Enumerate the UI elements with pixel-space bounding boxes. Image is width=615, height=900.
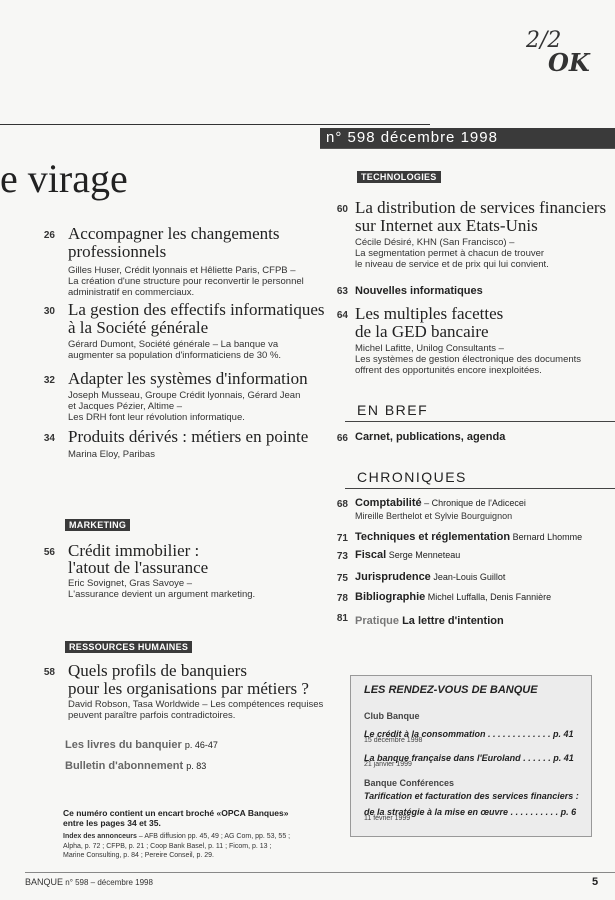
chronique-title: Bibliographie <box>355 591 426 603</box>
article-desc: L'assurance devient un argument marketing. <box>68 589 256 600</box>
rdv-item-label: de la stratégie à la mise en œuvre <box>364 807 509 817</box>
livres-pages: p. 46-47 <box>184 740 218 750</box>
chronique-number: 73 <box>336 551 348 562</box>
rdv-item-page: p. 41 <box>550 729 574 739</box>
rdv-item-label: La banque française dans l'Euroland <box>364 753 521 763</box>
article-desc: Les DRH font leur révolution informatique. <box>68 412 245 423</box>
article-authors: Marina Eloy, Paribas <box>68 449 155 460</box>
article-title: professionnels <box>68 242 167 261</box>
index-line: Alpha, p. 72 ; CFPB, p. 21 ; Coop Bank Basel, p. 11 ; Ficom, p. 13 ; <box>63 842 272 850</box>
article-authors: Cécile Désiré, KHN (San Francisco) – <box>355 237 515 248</box>
footer-left <box>25 877 153 887</box>
chronique-extra: Jean-Louis Guillot <box>430 572 506 582</box>
index-line: Marine Consulting, p. 84 ; Pereire Conseil, p. 29. <box>63 852 214 859</box>
chronique-extra: La lettre d'intention <box>399 615 504 627</box>
article-authors: Michel Lafitte, Unilog Consultants – <box>355 343 504 354</box>
article-title: Quels profils de banquiers <box>68 661 247 680</box>
rdv-club: Club Banque <box>364 711 420 721</box>
chronique-title: Techniques et réglementation <box>355 531 511 543</box>
article-title: pour les organisations par métiers ? <box>68 679 309 698</box>
article-desc: et Jacques Pézier, Altime – <box>68 401 183 412</box>
article-title: sur Internet aux Etats-Unis <box>355 216 538 235</box>
handwritten-fraction: 2/2 <box>526 28 562 53</box>
handwritten-ok: OK <box>548 48 590 77</box>
article-desc: La segmentation permet à chacun de trouver <box>355 248 545 259</box>
rdv-item-page: p. 41 <box>550 753 574 763</box>
article-authors: Gérard Dumont, Société générale – La banque va <box>68 339 279 350</box>
rdv-item-label: Tarification et facturation des services financiers : <box>364 791 579 801</box>
section-heading-chroniques: CHRONIQUES <box>357 469 467 485</box>
chronique-item <box>355 571 505 583</box>
chronique-item <box>355 591 551 603</box>
footer-issue: n° 598 – décembre 1998 <box>63 878 153 887</box>
rdv-date: 11 février 1999 <box>364 815 411 822</box>
section-tag-marketing: MARKETING <box>65 519 130 531</box>
chronique-number: 68 <box>336 499 348 510</box>
rdv-item-dots: . . . . . . <box>520 753 551 763</box>
chronique-sub: Mireille Berthelot et Sylvie Bourguignon <box>355 511 513 521</box>
chronique-item <box>355 497 526 509</box>
page-title: e virage <box>0 156 128 201</box>
encart-note <box>63 808 288 828</box>
article-title: La gestion des effectifs informatiques <box>68 300 325 319</box>
article-authors: Joseph Musseau, Groupe Crédit lyonnais, Gérard Jean <box>68 390 301 401</box>
issue-banner: n° 598 décembre 1998 <box>320 128 615 148</box>
section-rule <box>345 421 615 422</box>
article-desc: Les systèmes de gestion électronique des documents <box>355 354 582 365</box>
article-desc: administratif en commerciaux. <box>68 287 195 298</box>
chronique-title: Jurisprudence <box>355 571 431 583</box>
rdv-item-label: Le crédit à la consommation <box>364 729 486 739</box>
article-number: 30 <box>43 306 55 317</box>
rdv-title: LES RENDEZ-VOUS DE BANQUE <box>364 684 538 696</box>
article-number: 34 <box>43 433 55 444</box>
index-line: – AFB diffusion pp. 45, 49 ; AG Com, pp. 53, 55 ; <box>136 833 291 840</box>
article-number: 60 <box>336 204 348 215</box>
article-number: 58 <box>43 667 55 678</box>
chronique-number: 71 <box>336 533 348 544</box>
bulletin-pages: p. 83 <box>186 761 207 771</box>
article-title: de la GED bancaire <box>355 322 489 341</box>
issue-rule <box>320 148 615 149</box>
rdv-conferences: Banque Conférences <box>364 778 455 788</box>
footer-brand: BANQUE <box>25 877 64 887</box>
article-desc: le niveau de service et de prix qui lui convient. <box>355 259 549 270</box>
chronique-extra: Serge Menneteau <box>386 550 461 560</box>
rdv-item-page: p. 6 <box>558 807 577 817</box>
chronique-extra: Bernard Lhomme <box>510 532 583 542</box>
footer-rule <box>25 872 615 873</box>
article-authors: Eric Sovignet, Gras Savoye – <box>68 578 193 589</box>
article-desc: peuvent paraître parfois contradictoires. <box>68 710 236 721</box>
index-label: Index des annonceurs <box>63 833 137 840</box>
chronique-number: 81 <box>336 613 348 624</box>
chronique-extra: Michel Luffalla, Denis Fannière <box>425 592 552 602</box>
rdv-item-dots: . . . . . . . . . . . . . <box>485 729 551 739</box>
article-number: 63 <box>336 286 348 297</box>
article-title: Les multiples facettes <box>355 304 504 323</box>
rdv-date: 15 décembre 1998 <box>364 737 423 744</box>
article-title: Crédit immobilier : <box>68 541 200 560</box>
page-number: 5 <box>592 876 599 888</box>
section-tag-rh: RESSOURCES HUMAINES <box>65 641 192 653</box>
chronique-number: 78 <box>336 593 348 604</box>
article-authors: Gilles Huser, Crédit lyonnais et Hêliette Paris, CFPB – <box>68 265 296 276</box>
article-title: Adapter les systèmes d'information <box>68 369 308 388</box>
article-authors: David Robson, Tasa Worldwide – Les compétences requises <box>68 699 324 710</box>
bulletin-label: Bulletin d'abonnement <box>65 760 184 772</box>
encart-line: entre les pages 34 et 35. <box>63 818 161 828</box>
chronique-title: Pratique <box>355 615 400 627</box>
article-title: Carnet, publications, agenda <box>355 431 506 443</box>
chronique-item <box>355 611 504 629</box>
article-number: 32 <box>43 375 55 386</box>
article-number: 64 <box>336 310 348 321</box>
chronique-title: Comptabilité <box>355 497 422 509</box>
article-desc: offrent des opportunités encore inexploitées. <box>355 365 542 376</box>
rdv-item-dots: . . . . . . . . . . <box>508 807 559 817</box>
chronique-extra: – Chronique de l'Adicecei <box>421 498 526 508</box>
chronique-title: Fiscal <box>355 549 387 561</box>
section-tag-technologies: TECHNOLOGIES <box>357 171 441 183</box>
article-title: Accompagner les changements <box>68 224 280 243</box>
article-number: 26 <box>43 230 55 241</box>
section-heading-en-bref: EN BREF <box>357 402 429 418</box>
article-number: 56 <box>43 547 55 558</box>
chronique-item <box>355 549 460 561</box>
encart-line: Ce numéro contient un encart broché «OPCA Banques» <box>63 808 289 818</box>
article-desc: La création d'une structure pour reconvertir le personnel <box>68 276 304 287</box>
article-title: à la Société générale <box>68 318 209 337</box>
article-title: Nouvelles informatiques <box>355 285 483 297</box>
bulletin-link <box>65 760 206 772</box>
advertiser-index <box>63 832 290 861</box>
livres-label: Les livres du banquier <box>65 739 182 751</box>
livres-link <box>65 739 218 751</box>
article-title: La distribution de services financiers <box>355 198 607 217</box>
section-rule <box>345 488 615 489</box>
article-title: Produits dérivés : métiers en pointe <box>68 427 309 446</box>
rdv-date: 21 janvier 1999 <box>364 761 412 768</box>
article-number: 66 <box>336 433 348 444</box>
chronique-number: 75 <box>336 573 348 584</box>
article-title: l'atout de l'assurance <box>68 558 209 577</box>
chronique-item <box>355 531 582 543</box>
article-desc: augmenter sa population d'informaticiens de 30 %. <box>68 350 282 361</box>
